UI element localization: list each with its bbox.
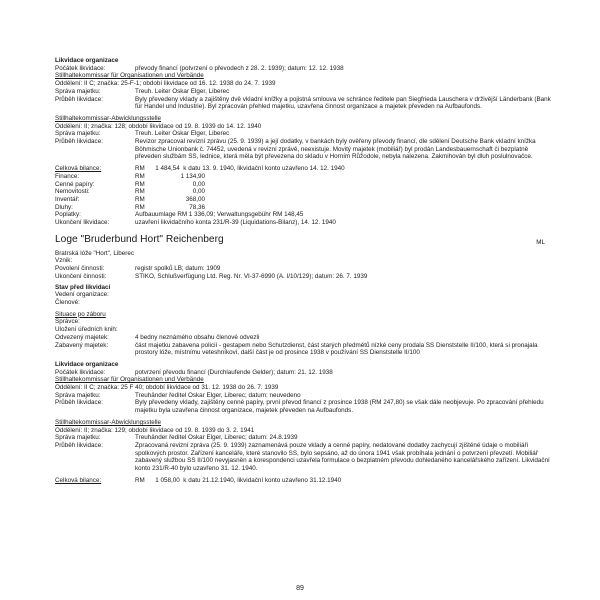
field-row xyxy=(55,442,555,473)
field-label: Počátek likvidace: xyxy=(55,368,106,376)
field-row xyxy=(55,96,555,111)
finance-value: 1 134,90 xyxy=(180,172,205,180)
field-value: uzavření likvidačního konta 231/R-39 (Liquidations-Bilanz), 14. 12. 1940 xyxy=(135,219,336,227)
field-label: Povolení činnosti: xyxy=(55,265,105,273)
field-label: Správa majetku: xyxy=(55,391,101,399)
department-line: Oddělení: II; značka: 129; období likvidace od 19. 8. 1939 do 3. 2. 1941 xyxy=(55,426,255,434)
subsection-title: Stillhaltekommissar-Abwicklungsstelle xyxy=(55,114,162,122)
field-row xyxy=(55,211,555,219)
subsection-title: Stillhaltekommissar-Abwicklungsstelle xyxy=(55,418,162,426)
department-line: Oddělení: II C; značka: 25 F 40; období likvidace od 31. 12. 1938 do 26. 7. 1939 xyxy=(55,384,279,392)
finance-label: Cenné papíry: xyxy=(55,180,95,188)
finance-value: 368,00 xyxy=(185,195,205,203)
author-tag: ML xyxy=(536,238,545,246)
field-value: registr spolků LB; datum: 1909 xyxy=(135,265,221,273)
field-row xyxy=(55,219,555,227)
field-row xyxy=(55,334,555,342)
field-row xyxy=(55,165,555,173)
field-value: Aufbauumlage RM 1 336,09; Verwaltungsgebühr RM 148,45 xyxy=(135,211,304,219)
field-row xyxy=(55,392,555,400)
field-label: Průběh likvidace: xyxy=(55,441,103,449)
field-label: Ukončení činnosti: xyxy=(55,272,107,280)
field-row xyxy=(55,369,555,377)
field-value: převody financí (potvrzení o převodech z 28. 2. 1939); datum: 12. 12. 1938 xyxy=(135,64,344,72)
field-value: RM 1 484,54 k datu 13. 9. 1940, likvidační konto uzavřeno 14. 12. 1940 xyxy=(135,165,345,173)
field-label: Průběh likvidace: xyxy=(55,95,103,103)
field-row xyxy=(55,399,555,414)
field-label: Poplatky: xyxy=(55,211,81,219)
field-label: Průběh likvidace: xyxy=(55,399,103,407)
department-line: Oddělení: II; značka: 128; období likvidace od 19. 8. 1939 do 14. 12. 1940 xyxy=(55,122,262,130)
field-label: Ukončení likvidace: xyxy=(55,219,110,227)
field-label: Zabavený majetek: xyxy=(55,341,109,349)
field-value: potvrzení převodu financí (Durchlaufende Gelder); datum: 21. 12. 1938 xyxy=(135,368,333,376)
finance-value: 0,00 xyxy=(192,188,205,196)
field-row xyxy=(55,130,555,138)
finance-row xyxy=(55,173,555,181)
field-label: Počátek likvidace: xyxy=(55,64,106,72)
department-line: Oddělení: II C; značka: 25-F-1; období likvidace od 16. 12. 1938 do 24. 7. 1939 xyxy=(55,80,276,88)
lodge-heading xyxy=(55,234,555,249)
finance-value: 0,00 xyxy=(192,180,205,188)
finance-row xyxy=(55,196,555,204)
field-row xyxy=(55,477,555,485)
field-row xyxy=(55,138,555,161)
field-label: Odvezený majetek: xyxy=(55,333,109,341)
finance-currency: RM xyxy=(135,172,145,180)
finance-currency: RM xyxy=(135,180,145,188)
field-label: Správa majetku: xyxy=(55,87,101,95)
field-label: Správce: xyxy=(55,318,80,326)
field-value: STIKO, Schlußverfügung Ltd. Reg. Nr. VI-37-6990 (A. I/10/129); datum: 26. 7. 1939 xyxy=(135,272,368,280)
field-value: 4 bedny neznámého obsahu členové odvezli xyxy=(135,333,260,341)
finance-label: Dluhy: xyxy=(55,203,73,211)
field-value: Zpracovaná revizní zpráva (25. 9. 1939) zaznamenává pouze vklady a cenné papíry, nedatované dodatky zachycují zjištěné údaje o mobiliáři spolkových prostor. Zařízení kanceláře, které stanovilo SS, bylo sepsáno, až do února 1941 však probíhala jednání o potvrzení převzetí. Mobiliář zabavený službou SS II/100 nevyjasněn a korespondenci uzavřela formulace o bezplatném převodu dohledaného kancelářského zařízení. Likvidační konto 231/R-40 bylo uzavřeno 31. 12. 1940. xyxy=(135,441,550,473)
section-title: Likvidace organizace xyxy=(55,57,119,64)
finance-label: Finance: xyxy=(55,172,80,180)
finance-row xyxy=(55,181,555,189)
finance-currency: RM xyxy=(135,203,145,211)
document-page xyxy=(55,57,555,484)
field-label: Správa majetku: xyxy=(55,130,101,138)
field-row xyxy=(55,65,555,73)
section-title: Likvidace organizace xyxy=(55,360,119,368)
field-value: Byly převedeny vklady, zajištěny cenné papíry, první převod financí z prosince 1938 (RM 247,80) se však dále neobjevuje. Po zpracování přehledu majetku byla uzavřena činnost organizace, majetek převeden na Aufbaufonds. xyxy=(135,399,544,415)
field-row xyxy=(55,273,555,281)
field-value: část majetku zabavena policií - gestapem nebo Schutzdienst, část starých předmětů nízké ceny prodala SS Dienststelle II/100, která si pronajala prostory lóže, místnímu veteshníkovi, další část je od prosince 1938 v používání SS Dienststelle II/100 xyxy=(135,341,538,357)
field-label: Vedení organizace: xyxy=(55,291,109,299)
subsection-title: Stillhaltekommissar für Organisationen und Verbände xyxy=(55,72,204,80)
field-value: Treuh. Leiter Oskar Elger, Liberec xyxy=(135,130,230,138)
field-value: Revizor zpracoval revizní zprávu (25. 9. 1939) a její dodatky, v bankách byly ověřeny převody financí, dle sdělení Deutsche Bank vkladní knížka Böhmische Unionbank č. 74452, uvedená v revizní zprávě, neexistuje. Movitý majetek (mobiliář) byl prodán Landesbauernschaft či bezplatně převeden službám SS, lednice, která měla být převezena do skladu v Horním Růžodole, nebyla nalezena. Zakmihován byl dluh poslulnovačce. xyxy=(135,138,536,161)
field-label: Vznik: xyxy=(55,257,73,265)
field-row xyxy=(55,434,555,442)
field-value: Treuhänder ředitel Oskar Elger, Liberec; datum: neuvedeno xyxy=(135,391,301,399)
lodge-czech-name: Bratrská lóže "Hort", Liberec xyxy=(55,249,135,257)
subsection-title: Stillhaltekommissar für Organisationen und Verbände xyxy=(55,376,204,384)
field-value: Byly převedeny vklady a zajištěny dvě vkladní knížky a pojistná smlouva ve schránce ředitele pan Siegfrieda Lauschera v drživější Länderbank (Bank für Handel und Industrie). Byl zpracován přehled majetku, uzavřena činnost organizace a majetek převeden na Aufbaufonds. xyxy=(135,95,551,111)
finance-value: 78,36 xyxy=(189,203,205,211)
field-row xyxy=(55,342,555,357)
finance-table xyxy=(55,173,555,212)
field-label: Uložení úředních knih: xyxy=(55,326,118,334)
field-row xyxy=(55,88,555,96)
field-label: Členové: xyxy=(55,298,80,306)
field-row xyxy=(55,265,555,273)
section-title: Stav před likvidací xyxy=(55,283,111,291)
finance-currency: RM xyxy=(135,188,145,196)
finance-row xyxy=(55,188,555,196)
lodge-title: Loge "Bruderbund Hort" Reichenberg xyxy=(55,233,224,245)
subsection-title: Situace po záboru xyxy=(55,310,106,318)
finance-label: Nemovitosti: xyxy=(55,188,90,196)
field-value: Treuhänder ředitel Oskar Elger, Liberec; datum: 24.8.1939 xyxy=(135,434,298,442)
page-number: 89 xyxy=(296,585,304,592)
field-label: Průběh likvidace: xyxy=(55,138,103,146)
field-value: RM 1 058,00 k datu 21.12.1940, likvidační konto uzavřeno 31.12.1940 xyxy=(135,476,342,484)
field-label: Správa majetku: xyxy=(55,434,101,442)
finance-currency: RM xyxy=(135,195,145,203)
field-label: Celková bilance: xyxy=(55,476,102,484)
field-label: Celková bilance: xyxy=(55,165,102,173)
finance-label: Inventář: xyxy=(55,195,80,203)
field-value: Treuh. Leiter Oskar Elger, Liberec xyxy=(135,87,230,95)
finance-row xyxy=(55,204,555,212)
